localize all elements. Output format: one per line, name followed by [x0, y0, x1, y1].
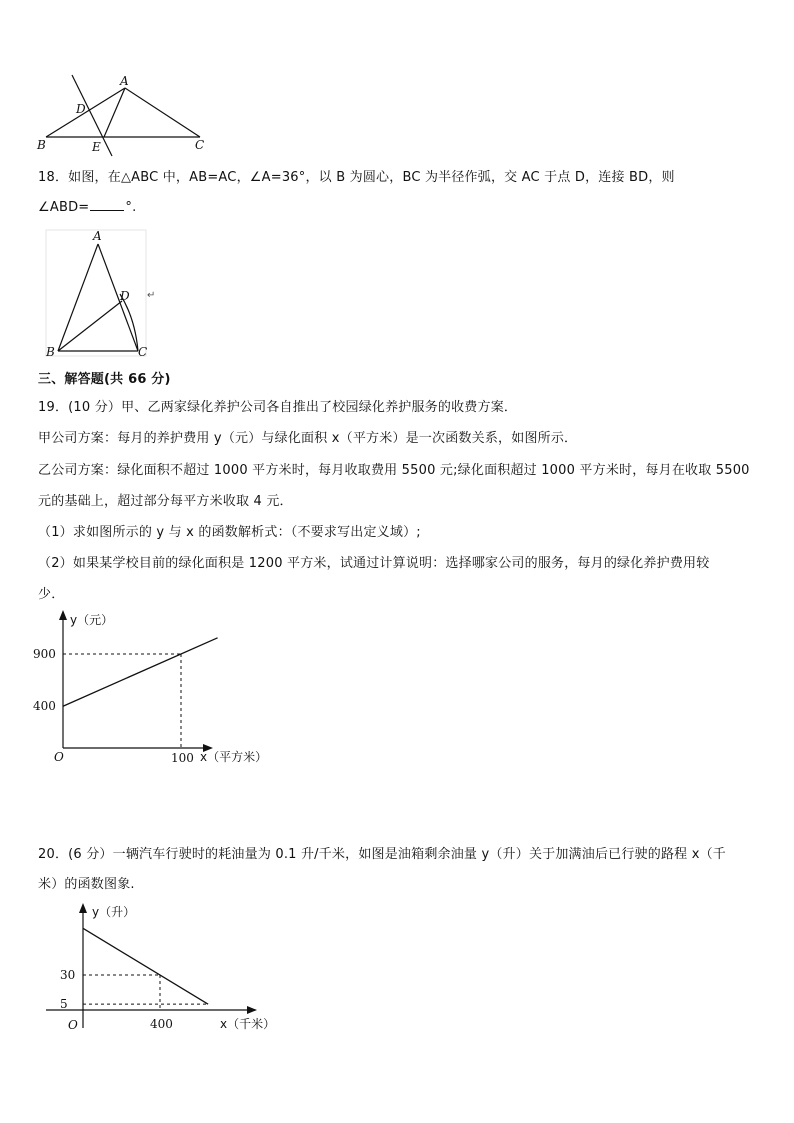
origin-label: O	[68, 1018, 78, 1032]
label-b: B	[37, 138, 46, 152]
label-e: E	[92, 140, 101, 154]
q20-line1: 20．(6 分）一辆汽车行驶时的耗油量为 0.1 升/千米，如图是油箱剩余油量 y（升）关于加满油后已行驶的路程 x（千	[38, 847, 726, 862]
q19-part1: （1）求如图所示的 y 与 x 的函数解析式：（不要求写出定义域）;	[38, 525, 421, 540]
origin-label: O	[54, 750, 64, 764]
q18-line1: 18．如图，在△ABC 中，AB=AC，∠A=36°，以 B 为圆心，BC 为半径作弧，交 AC 于点 D，连接 BD，则	[38, 170, 675, 185]
q19-plan-b-1: 乙公司方案：绿化面积不超过 1000 平方米时，每月收取费用 5500 元;绿化面积超过 1000 平方米时，每月在收取 5500	[38, 463, 750, 478]
x-axis-label: x（平方米）	[200, 750, 268, 764]
x-axis-arrow	[247, 1006, 257, 1014]
series-line	[63, 638, 218, 706]
q19-plan-b-2: 元的基础上，超过部分每平方米收取 4 元．	[38, 494, 293, 509]
q18-answer-prefix: ∠ABD=	[38, 200, 90, 215]
segment-ac	[125, 88, 200, 137]
q19-plan-a: 甲公司方案：每月的养护费用 y（元）与绿化面积 x（平方米）是一次函数关系，如图所示．	[38, 431, 578, 446]
chart-q19	[30, 608, 290, 773]
q19-part2-1: （2）如果某学校目前的绿化面积是 1200 平方米，试通过计算说明：选择哪家公司的服务，每月的绿化养护费用较	[38, 556, 710, 571]
q18-line2	[38, 198, 136, 215]
label-b: B	[46, 345, 55, 359]
label-a: A	[93, 229, 102, 243]
y-tick-label: 400	[33, 699, 56, 714]
y-axis-arrow	[79, 903, 87, 913]
label-d: D	[76, 102, 86, 116]
q20-line2: 米）的函数图象.	[38, 877, 135, 892]
label-c: C	[138, 345, 148, 359]
q19-part2-2: 少．	[38, 587, 65, 602]
y-tick-label: 900	[33, 647, 56, 661]
figure-q18	[40, 228, 170, 360]
segment-ac	[98, 244, 138, 351]
return-mark: ↵	[147, 290, 156, 301]
q18-answer-suffix: °.	[125, 200, 137, 215]
y-tick-label: 30	[60, 968, 76, 982]
x-axis-label: x（千米）	[220, 1017, 276, 1031]
y-axis-label: y（升）	[92, 905, 136, 919]
label-d: D	[120, 289, 130, 303]
series-line	[83, 928, 208, 1004]
y-axis-arrow	[59, 610, 67, 620]
y-axis-label: y（元）	[70, 613, 114, 627]
label-a: A	[120, 74, 129, 88]
section-title: 三、解答题(共 66 分)	[38, 372, 171, 387]
chart-q20	[40, 900, 290, 1045]
answer-blank[interactable]	[90, 198, 124, 211]
segment-ae	[104, 88, 125, 137]
y-tick-label: 5	[60, 997, 68, 1012]
label-c: C	[195, 138, 205, 152]
figure-q17	[30, 70, 220, 160]
x-tick-label: 400	[150, 1017, 173, 1031]
x-tick-label: 100	[171, 751, 194, 765]
q19-intro: 19．(10 分）甲、乙两家绿化养护公司各自推出了校园绿化养护服务的收费方案．	[38, 400, 518, 415]
